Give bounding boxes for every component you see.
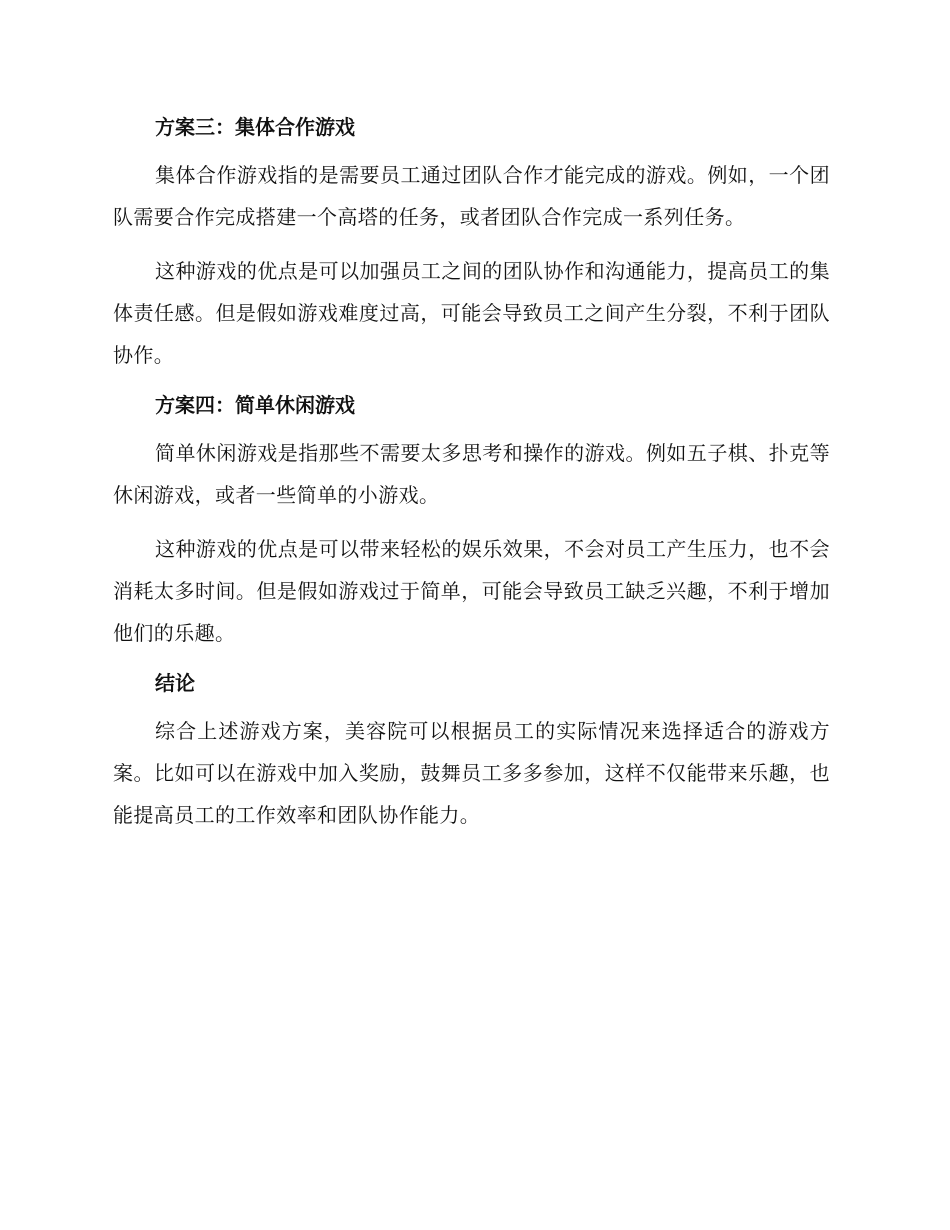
paragraph-conclusion: 综合上述游戏方案，美容院可以根据员工的实际情况来选择适合的游戏方案。比如可以在游戏中加入奖励，鼓舞员工多多参加，这样不仅能带来乐趣，也能提高员工的工作效率和团队协作能力。 xyxy=(113,719,830,827)
paragraph-plan-four-intro: 简单休闲游戏是指那些不需要太多思考和操作的游戏。例如五子棋、扑克等休闲游戏，或者一些简单的小游戏。 xyxy=(113,441,830,507)
paragraph-plan-four-pros-cons: 这种游戏的优点是可以带来轻松的娱乐效果，不会对员工产生压力，也不会消耗太多时间。但是假如游戏过于简单，可能会导致员工缺乏兴趣，不利于增加他们的乐趣。 xyxy=(113,537,830,645)
paragraph-plan-three-intro: 集体合作游戏指的是需要员工通过团队合作才能完成的游戏。例如，一个团队需要合作完成搭建一个高塔的任务，或者团队合作完成一系列任务。 xyxy=(113,163,830,229)
section-heading-conclusion: 结论 xyxy=(155,671,195,695)
section-heading-plan-four: 方案四：简单休闲游戏 xyxy=(155,393,355,417)
document-body xyxy=(113,112,830,836)
section-heading-plan-three: 方案三：集体合作游戏 xyxy=(155,115,355,139)
paragraph-plan-three-pros-cons: 这种游戏的优点是可以加强员工之间的团队协作和沟通能力，提高员工的集体责任感。但是假如游戏难度过高，可能会导致员工之间产生分裂，不利于团队协作。 xyxy=(113,259,830,367)
